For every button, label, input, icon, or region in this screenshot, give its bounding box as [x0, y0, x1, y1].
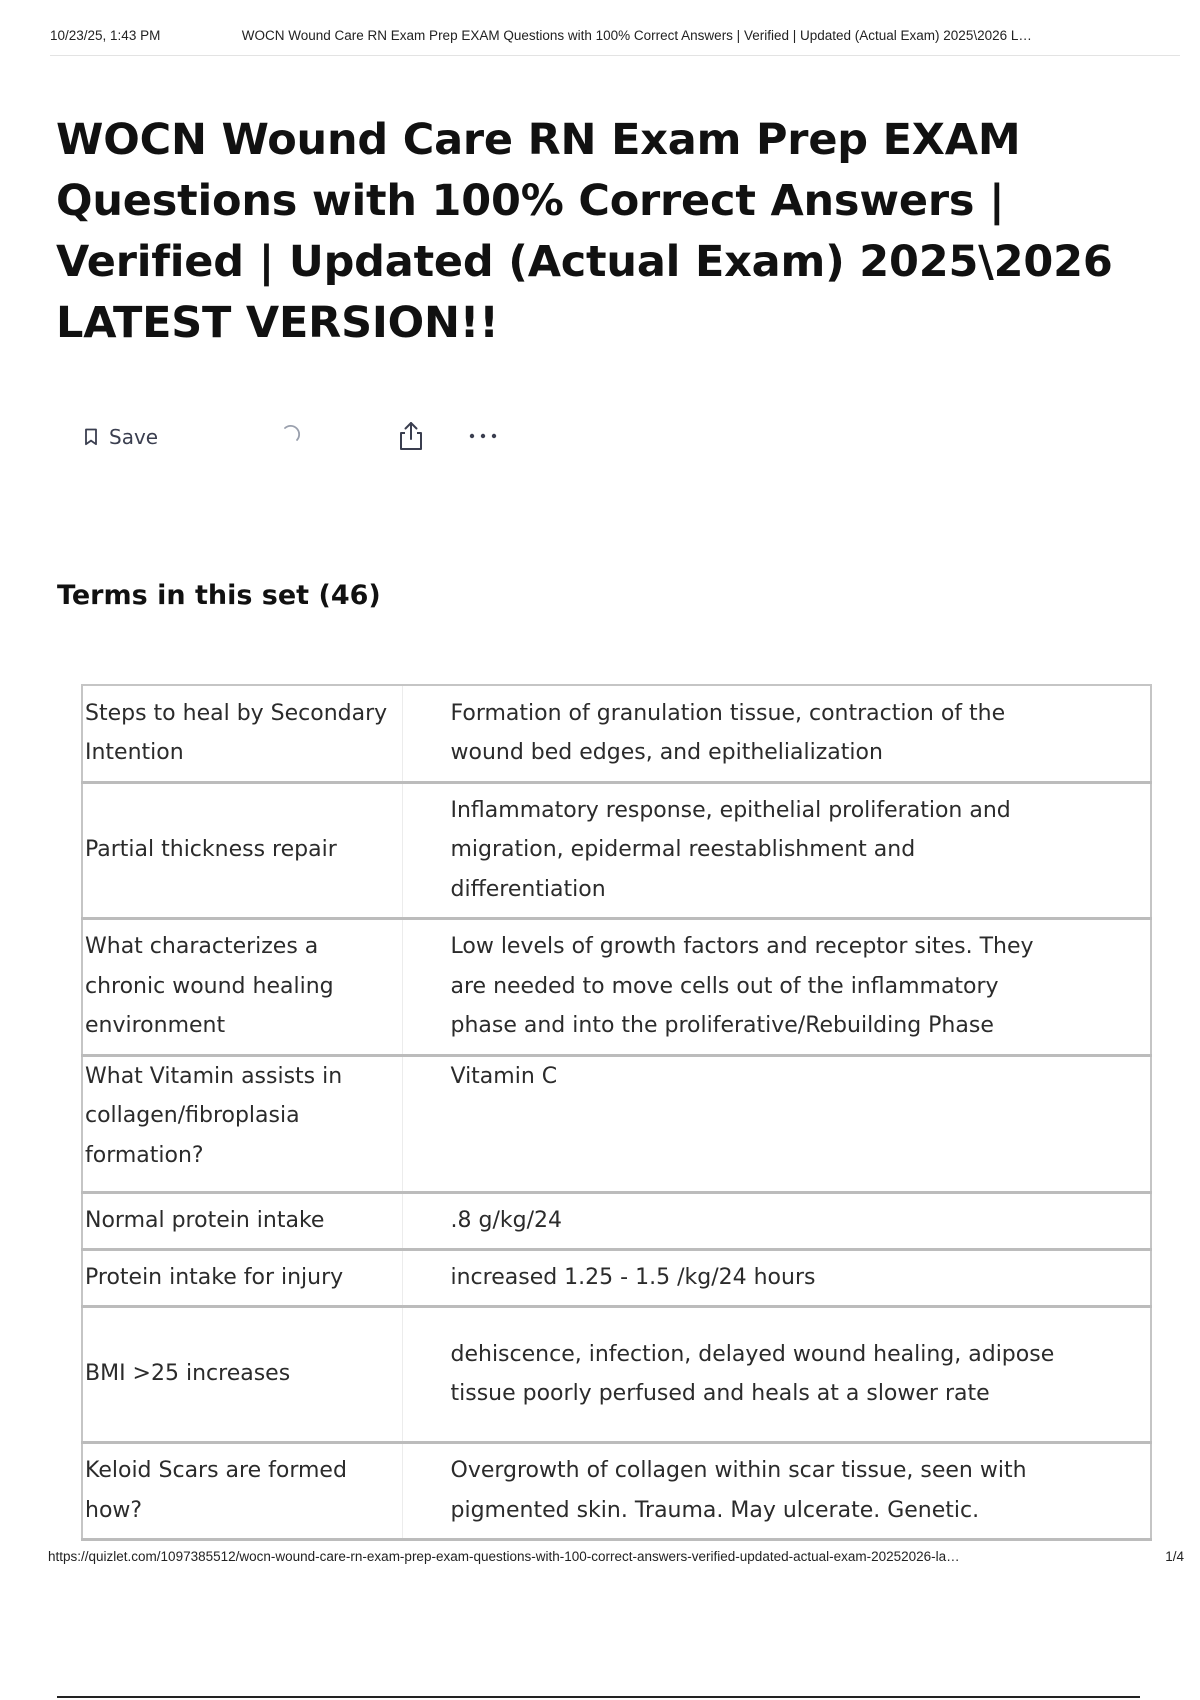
definition-text: Vitamin C	[450, 1063, 558, 1089]
term-row	[82, 782, 1151, 918]
definition-text: dehiscence, infection, delayed wound healing, adipose tissue poorly perfused and heals at a slower rate	[450, 1341, 1055, 1406]
page-number: 1/4	[1165, 1549, 1184, 1564]
page-divider	[57, 1696, 1140, 1698]
print-header	[50, 28, 1180, 56]
set-toolbar	[84, 418, 544, 456]
definition-text: Formation of granulation tissue, contraction of the wound bed edges, and epithelialization	[450, 700, 1006, 766]
share-icon[interactable]	[396, 420, 426, 452]
term-text: Keloid Scars are formed how?	[82, 1442, 402, 1539]
definition-text: Inflammatory response, epithelial proliferation and migration, epidermal reestablishment and differentiation	[450, 797, 1011, 902]
save-button[interactable]	[84, 418, 158, 456]
definition-text: Overgrowth of collagen within scar tissue, seen with pigmented skin. Trauma. May ulcerate. Genetic.	[450, 1458, 1027, 1523]
term-row	[82, 1055, 1151, 1192]
term-text: Protein intake for injury	[82, 1249, 402, 1306]
term-row	[82, 918, 1151, 1055]
terms-heading: Terms in this set (46)	[57, 580, 381, 611]
definition-text: increased 1.25 - 1.5 /kg/24 hours	[450, 1264, 816, 1290]
term-text: Normal protein intake	[82, 1192, 402, 1249]
bookmark-icon	[84, 428, 98, 446]
term-row	[82, 1442, 1151, 1539]
print-datetime: 10/23/25, 1:43 PM	[50, 28, 161, 43]
save-label: Save	[109, 425, 159, 449]
definition-text: .8 g/kg/24	[450, 1207, 562, 1233]
terms-table	[81, 684, 1152, 1541]
term-text: What characterizes a chronic wound healing environment	[82, 918, 402, 1055]
loading-spinner-icon	[280, 424, 302, 446]
print-doc-title: WOCN Wound Care RN Exam Prep EXAM Questions with 100% Correct Answers | Verified | Updated (Actual Exam) 2025\2026 L…	[241, 28, 1032, 43]
term-text: Steps to heal by Secondary Intention	[82, 685, 402, 782]
term-text: Partial thickness repair	[82, 782, 402, 918]
page-title: WOCN Wound Care RN Exam Prep EXAM Questions with 100% Correct Answers | Verified | Updated (Actual Exam) 2025\2026 LATEST VERSION!!	[56, 115, 1113, 348]
more-icon[interactable]	[466, 426, 500, 446]
term-row	[82, 685, 1151, 782]
print-url: https://quizlet.com/1097385512/wocn-wound-care-rn-exam-prep-exam-questions-with-100-correct-answers-verified-updated-actual-exam-20252026-la…	[48, 1549, 960, 1564]
term-row	[82, 1306, 1151, 1442]
term-text: BMI >25 increases	[82, 1306, 402, 1442]
term-row	[82, 1249, 1151, 1306]
term-row	[82, 1192, 1151, 1249]
print-footer	[48, 1549, 1184, 1564]
definition-text: Low levels of growth factors and receptor sites. They are needed to move cells out of the inflammatory phase and into the proliferative/Rebuilding Phase	[450, 934, 1034, 1039]
term-text: What Vitamin assists in collagen/fibroplasia formation?	[82, 1055, 402, 1192]
